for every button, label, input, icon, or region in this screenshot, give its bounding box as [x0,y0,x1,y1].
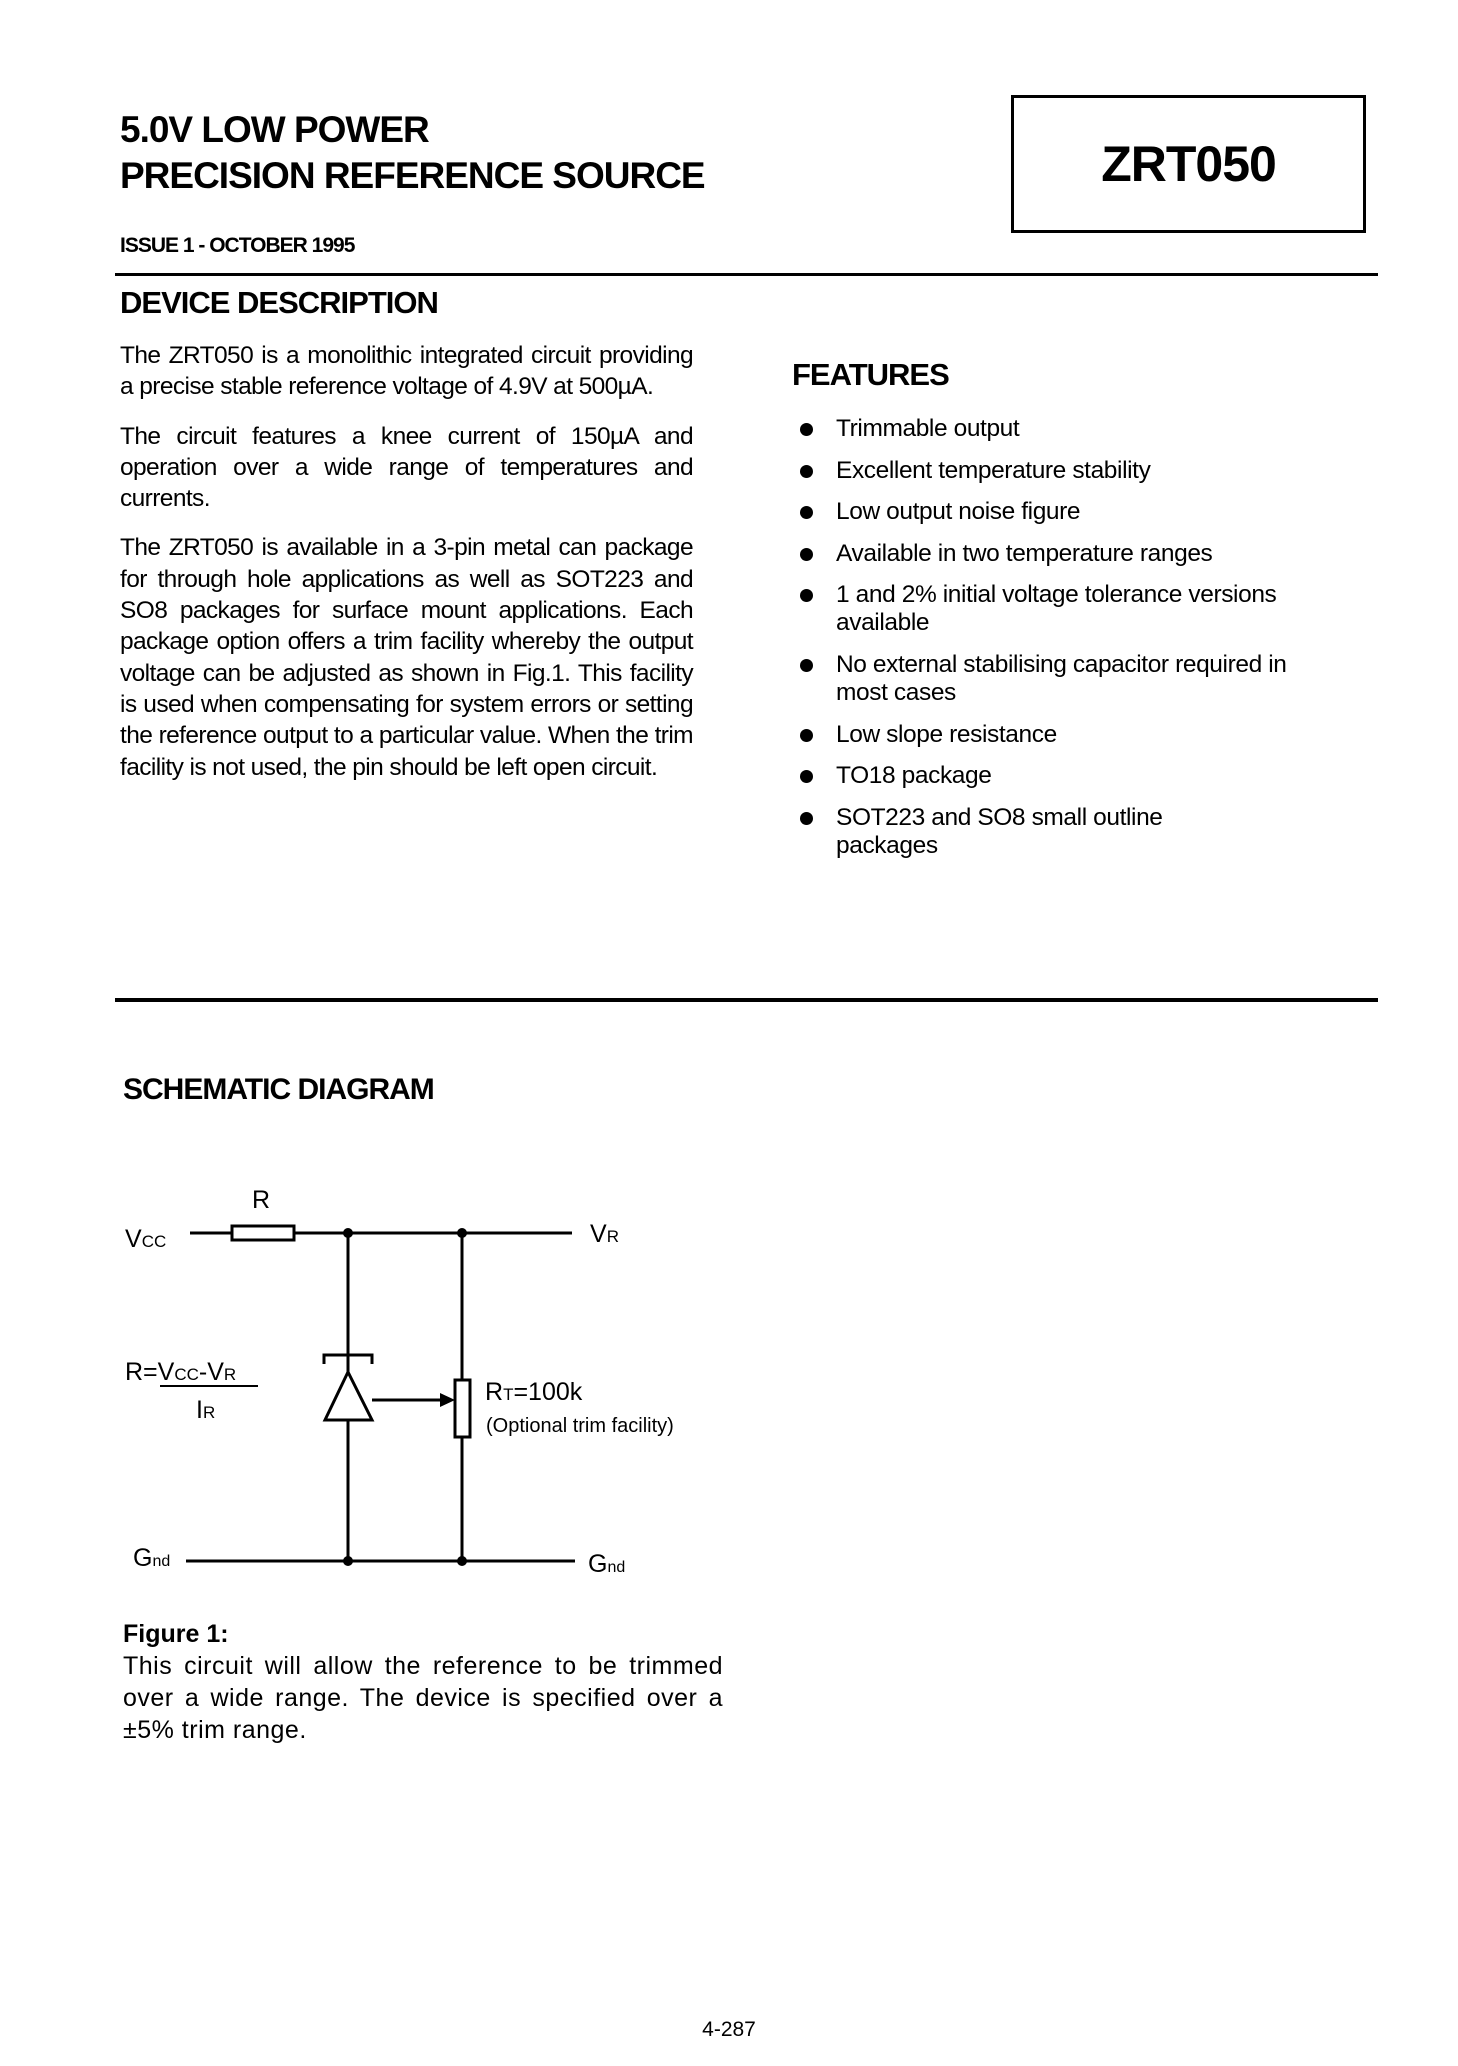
paragraph: The ZRT050 is available in a 3-pin metal can package for through hole applications as well as SOT223 and SO8 packages for surface mount applications. Each package option offers a trim facility whereby the output voltage can be adjusted as shown in Fig.1. This facility is used when compensating for system errors or setting the reference output to a particular value. When the trim facility is not used, the pin should be left open circuit. [120,534,693,781]
resistor-label: R [252,1186,271,1214]
arrow-icon [440,1393,455,1407]
feature-text: No external stabilising capacitor required in most cases [836,650,1287,706]
page-number: 4-287 [702,2018,756,2041]
zener-diode-symbol [325,1372,372,1420]
zener-cathode-bar [324,1355,372,1372]
features-heading: FEATURES [792,357,949,392]
vcc-label: VCC [125,1225,167,1253]
formula-denominator: IR [196,1396,216,1424]
figure-text: This circuit will allow the reference to be trimmed over a wide range. The device is specified over a ±5% trim range. [123,1652,723,1744]
device-description-heading: DEVICE DESCRIPTION [120,285,438,320]
feature-text: Trimmable output [836,415,1020,442]
feature-text: Excellent temperature stability [836,456,1151,484]
rt-label: RT=100k [485,1378,583,1406]
rt-note: (Optional trim facility) [486,1415,674,1437]
feature-text: SOT223 and SO8 small outline packages [836,803,1163,859]
schematic-heading: SCHEMATIC DIAGRAM [123,1073,434,1106]
title-line-1: 5.0V LOW POWER [120,109,429,150]
feature-text: 1 and 2% initial voltage tolerance versions available [836,581,1277,637]
paragraph: The circuit features a knee current of 150µA and operation over a wide range of temperatures and currents. [120,422,693,513]
paragraph: The ZRT050 is a monolithic integrated circuit providing a precise stable reference voltage of 4.9V at 500µA. [120,342,693,401]
title-line-2: PRECISION REFERENCE SOURCE [120,155,705,196]
gnd-label-left: Gnd [133,1544,171,1572]
junction-dot [343,1556,353,1566]
figure-caption-block [123,1618,723,1746]
feature-text: Available in two temperature ranges [836,539,1213,567]
formula-numerator: R=VCC-VR [125,1358,237,1386]
junction-dot [343,1228,353,1238]
junction-dot [457,1556,467,1566]
part-number: ZRT050 [1101,136,1276,192]
feature-text: Low slope resistance [836,720,1057,748]
feature-text: TO18 package [836,762,992,790]
vr-label: VR [590,1220,619,1248]
figure-caption: Figure 1: [123,1620,229,1648]
resistor-symbol [232,1226,294,1240]
trim-potentiometer-symbol [455,1380,470,1437]
junction-dot [457,1228,467,1238]
feature-text: Low output noise figure [836,498,1081,526]
issue-date: ISSUE 1 - OCTOBER 1995 [120,234,355,257]
gnd-label-right: Gnd [588,1550,626,1578]
